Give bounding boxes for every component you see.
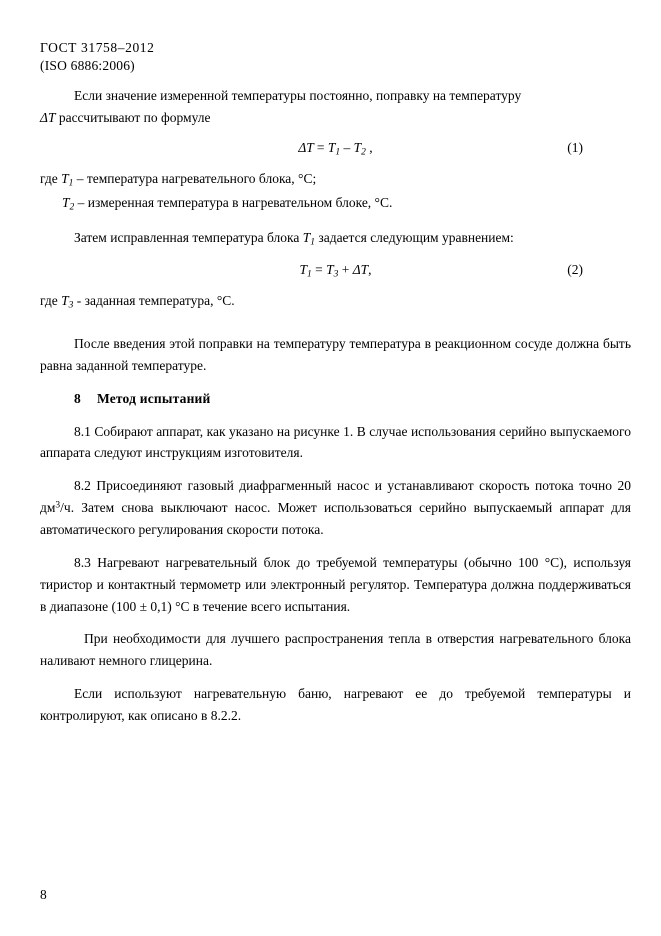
paragraph-heating-bath: Если используют нагревательную баню, нагревают ее до требуемой температуры и контролируют, как описано в 8.2.2. (40, 686, 631, 723)
document-body (40, 85, 631, 727)
paragraph-after-correction: После введения этой поправки на температуру температура в реакционном сосуде должна быть равна заданной температуре. (40, 335, 631, 373)
where-label-2: где (40, 293, 58, 309)
symbol-t1: $T_1$ (61, 171, 74, 189)
paragraph-text-pre: Затем исправленная температура блока (74, 229, 300, 245)
formula-1-number: (1) (567, 140, 583, 156)
where-text-2: – измеренная температура в нагревательном блоке, °С. (77, 194, 393, 210)
section-title: Метод испытаний (96, 390, 211, 406)
paragraph-temperature-correction (40, 85, 631, 129)
where-clause-3 (40, 290, 631, 314)
paragraph-8-2 (40, 475, 631, 541)
iso-reference: (ISO 6886:2006) (40, 57, 135, 73)
formula-1: $\Delta T = T_1 - T_2$ , (298, 140, 373, 158)
formula-2: $T_1 = T_3 + \Delta T$, (299, 262, 372, 280)
where-text-1: – температура нагревательного блока, °С; (76, 171, 317, 187)
paragraph-text: Если значение измеренной температуры постоянно, поправку на температуру (74, 87, 522, 103)
paragraph-8-2-text-1: 8.2 Присоединяют газовый диафрагменный насос и устанавливают скорость потока точно 20 дм (40, 478, 631, 516)
where-label-1: где (40, 171, 58, 187)
paragraph-8-1: 8.1 Собирают аппарат, как указано на рисунке 1. В случае использования серийно выпускаемого аппарата следуют инструкциям изготовителя. (40, 423, 631, 461)
delta-t-symbol: ΔT (40, 109, 56, 125)
page-header (40, 40, 631, 75)
where-clause-1 (40, 168, 631, 192)
section-number: 8 (74, 390, 81, 406)
paragraph-text-post: задается следующим уравнением: (318, 229, 514, 245)
paragraph-corrected-temp (40, 227, 631, 251)
where-clause-2 (40, 192, 631, 216)
symbol-t3: $T_3$ (61, 293, 74, 311)
paragraph-glycerin: При необходимости для лучшего распространения тепла в отверстия нагревательного блока наливают немного глицерина. (40, 631, 631, 669)
page-number: 8 (40, 887, 47, 902)
paragraph-8-3: 8.3 Нагревают нагревательный блок до требуемой температуры (обычно 100 °С), используя тиристор и контактный термометр или электронный регулятор. Температура должна поддерживаться в диапазоне (100 ± 0,1) °С в течение всего испытания. (40, 554, 631, 614)
formula-2-row (40, 259, 631, 283)
symbol-t1-b: $T_1$ (302, 229, 315, 248)
section-heading-8 (40, 388, 631, 410)
symbol-t2: $T_2$ (62, 194, 75, 213)
paragraph-text-cont: рассчитывают по формуле (58, 109, 211, 125)
where-text-3: - заданная температура, °С. (76, 293, 235, 309)
standard-designation: ГОСТ 31758–2012 (40, 40, 155, 55)
superscript-3: 3 (55, 500, 61, 511)
formula-1-row (40, 137, 631, 161)
formula-2-number: (2) (567, 262, 583, 278)
paragraph-8-2-text-2: /ч. Затем снова выключают насос. Может использоваться серийно выпускаемый аппарат для автоматического регулирования скорости потока. (40, 500, 631, 537)
